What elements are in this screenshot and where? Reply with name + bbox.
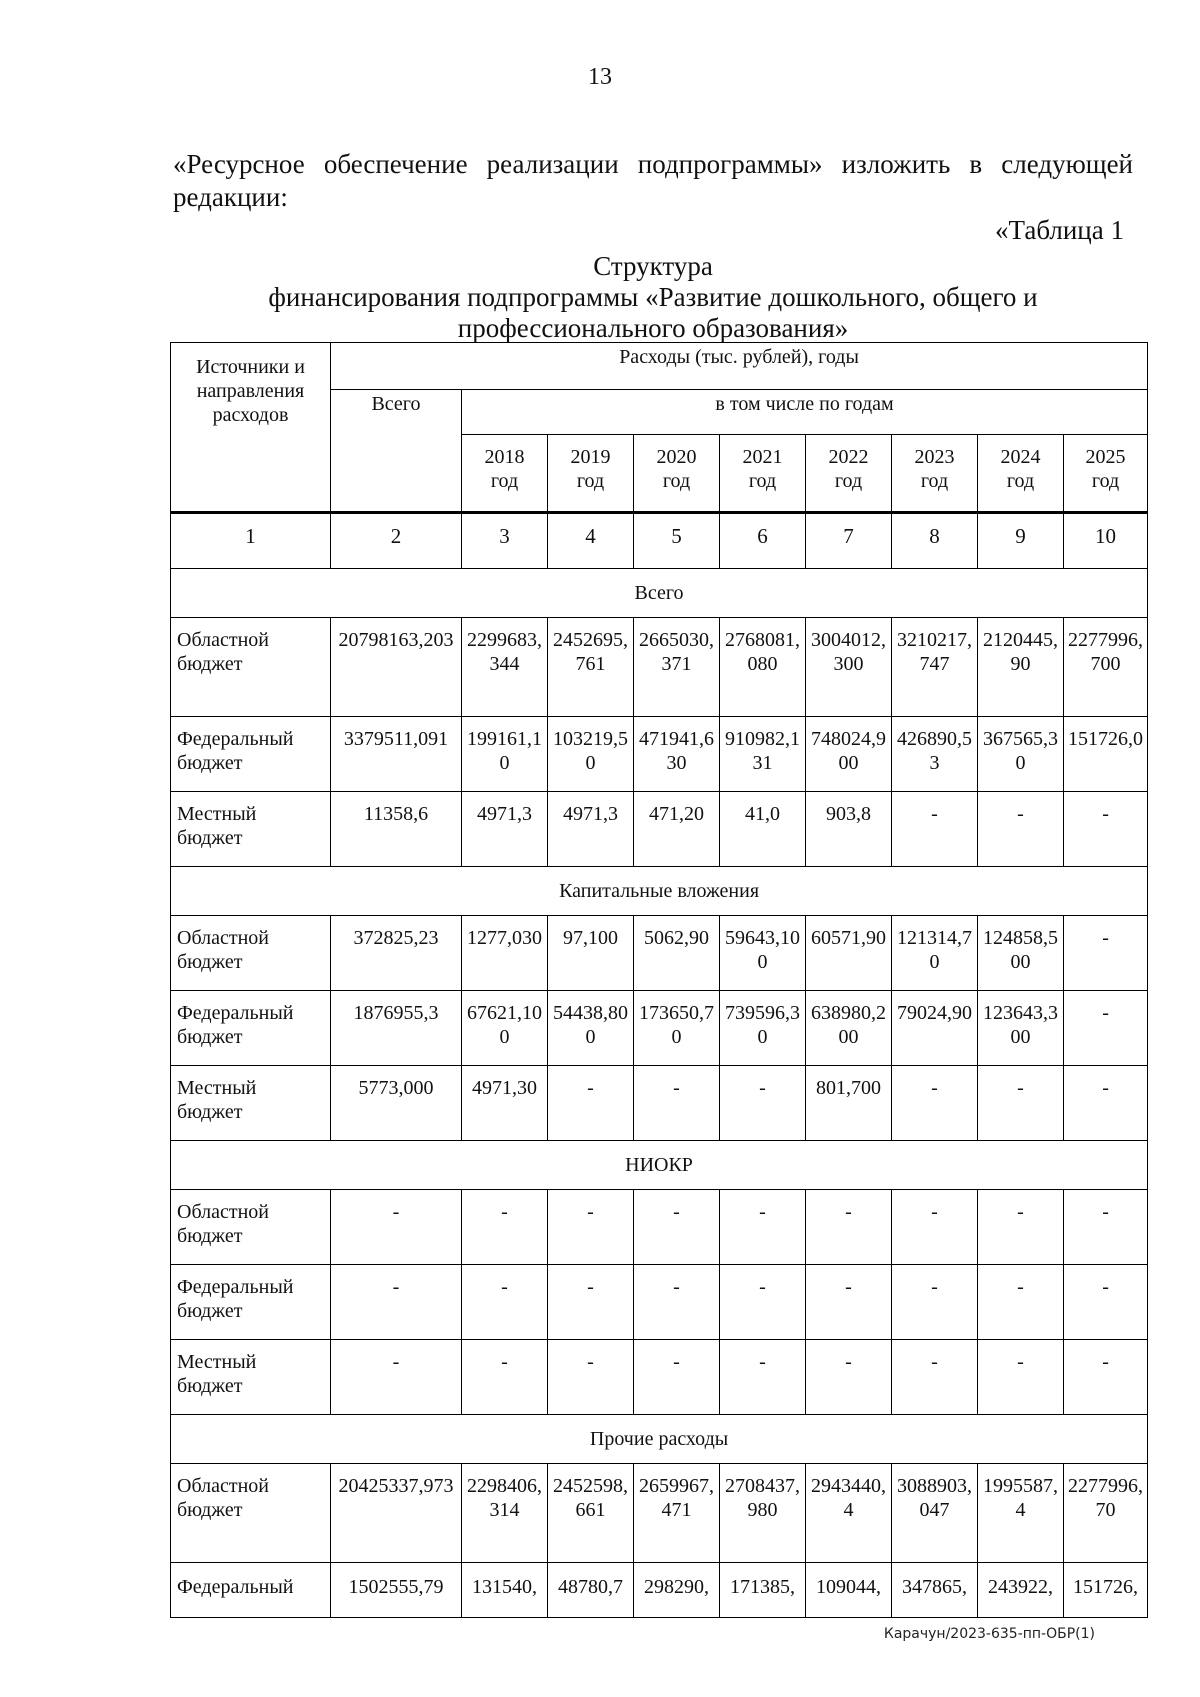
row-source: Местный бюджет — [171, 792, 331, 867]
value-cell: 2299683,344 — [462, 618, 548, 717]
value-cell: - — [892, 1265, 978, 1340]
year-unit: год — [920, 470, 949, 492]
column-number: 7 — [806, 513, 892, 569]
header-by-years: в том числе по годам — [462, 390, 1148, 435]
value-cell: 5062,90 — [634, 916, 720, 991]
value-cell: - — [720, 1066, 806, 1141]
value-cell: 372825,23 — [331, 916, 462, 991]
value-cell: 123643,300 — [978, 991, 1064, 1066]
value-cell: - — [548, 1265, 634, 1340]
value-cell: - — [331, 1190, 462, 1265]
table-label: «Таблица 1 — [995, 215, 1124, 245]
value-cell: - — [978, 1340, 1064, 1415]
header-expenses: Расходы (тыс. рублей), годы — [331, 343, 1148, 390]
section-title-capital: Капитальные вложения — [171, 867, 1148, 916]
table-title-line-2: финансирования подпрограммы «Развитие дошкольного, общего и — [268, 282, 1038, 312]
value-cell: 638980,200 — [806, 991, 892, 1066]
value-cell: 3004012,300 — [806, 618, 892, 717]
value-cell: 739596,30 — [720, 991, 806, 1066]
year-label: 2024 — [1000, 446, 1041, 468]
table-row — [171, 1066, 1148, 1141]
year-label: 2025 — [1085, 446, 1126, 468]
value-cell: 199161,10 — [462, 717, 548, 792]
row-source: Федеральный бюджет — [171, 717, 331, 792]
year-unit: год — [490, 470, 519, 492]
value-cell: - — [892, 792, 978, 867]
value-cell: - — [1064, 1190, 1148, 1265]
column-number: 8 — [892, 513, 978, 569]
table-row — [171, 1265, 1148, 1340]
value-cell: 347865, — [892, 1563, 978, 1618]
value-cell: - — [806, 1265, 892, 1340]
value-cell: - — [1064, 1066, 1148, 1141]
value-cell: 41,0 — [720, 792, 806, 867]
value-cell: 109044, — [806, 1563, 892, 1618]
table-row — [171, 1340, 1148, 1415]
table-row — [171, 1190, 1148, 1265]
document-code: Карачун/2023-635-пп-ОБР(1) — [883, 1626, 1095, 1642]
column-number: 2 — [331, 513, 462, 569]
header-year-cell — [978, 435, 1064, 513]
value-cell: 48780,7 — [548, 1563, 634, 1618]
row-source: Областной бюджет — [171, 916, 331, 991]
table-row — [171, 618, 1148, 717]
value-cell: 60571,90 — [806, 916, 892, 991]
header-year-cell — [720, 435, 806, 513]
value-cell: 903,8 — [806, 792, 892, 867]
value-cell: 2665030,371 — [634, 618, 720, 717]
value-cell: 131540, — [462, 1563, 548, 1618]
value-cell: - — [548, 1066, 634, 1141]
value-cell: 2298406,314 — [462, 1464, 548, 1563]
value-cell: - — [978, 1265, 1064, 1340]
table-row — [171, 916, 1148, 991]
value-cell: 2943440,4 — [806, 1464, 892, 1563]
section-title-total: Всего — [171, 569, 1148, 618]
value-cell: - — [720, 1340, 806, 1415]
value-cell: 151726, — [1064, 1563, 1148, 1618]
value-cell: 67621,100 — [462, 991, 548, 1066]
column-numbers-row — [171, 513, 1148, 569]
table-row — [171, 717, 1148, 792]
year-label: 2021 — [742, 446, 783, 468]
value-cell: 2452695,761 — [548, 618, 634, 717]
header-year-cell — [806, 435, 892, 513]
year-unit: год — [1091, 470, 1120, 492]
section-title-other: Прочие расходы — [171, 1415, 1148, 1464]
value-cell: 426890,53 — [892, 717, 978, 792]
page-number: 13 — [588, 64, 612, 90]
value-cell: 2277996,700 — [1064, 618, 1148, 717]
value-cell: - — [978, 1066, 1064, 1141]
header-year-cell — [892, 435, 978, 513]
header-year-cell — [1064, 435, 1148, 513]
table-row — [171, 1464, 1148, 1563]
value-cell: - — [634, 1340, 720, 1415]
value-cell: 11358,6 — [331, 792, 462, 867]
row-source: Областной бюджет — [171, 1464, 331, 1563]
column-number: 9 — [978, 513, 1064, 569]
value-cell: - — [462, 1340, 548, 1415]
column-number: 5 — [634, 513, 720, 569]
value-cell: - — [331, 1265, 462, 1340]
value-cell: 3379511,091 — [331, 717, 462, 792]
value-cell: 2120445,90 — [978, 618, 1064, 717]
value-cell: 79024,90 — [892, 991, 978, 1066]
value-cell: 1502555,79 — [331, 1563, 462, 1618]
value-cell: 97,100 — [548, 916, 634, 991]
value-cell: - — [331, 1340, 462, 1415]
header-total: Всего — [331, 390, 462, 513]
value-cell: 910982,131 — [720, 717, 806, 792]
header-year-cell — [548, 435, 634, 513]
value-cell: 151726,0 — [1064, 717, 1148, 792]
value-cell: 59643,100 — [720, 916, 806, 991]
value-cell: 173650,70 — [634, 991, 720, 1066]
header-sources: Источники и направления расходов — [171, 343, 331, 513]
financing-table — [170, 342, 1148, 1618]
intro-text: «Ресурсное обеспечение реализации подпрограммы» изложить в следующей редакции: — [173, 149, 1133, 212]
table-title-line-3: профессионального образования» — [457, 313, 849, 343]
value-cell: 2452598,661 — [548, 1464, 634, 1563]
value-cell: 2768081,080 — [720, 618, 806, 717]
value-cell: - — [892, 1066, 978, 1141]
value-cell: - — [1064, 1340, 1148, 1415]
value-cell: - — [720, 1190, 806, 1265]
value-cell: - — [462, 1265, 548, 1340]
year-label: 2022 — [828, 446, 869, 468]
value-cell: - — [892, 1190, 978, 1265]
year-label: 2019 — [570, 446, 611, 468]
row-source: Федеральный — [171, 1563, 331, 1618]
row-source: Местный бюджет — [171, 1340, 331, 1415]
year-unit: год — [662, 470, 691, 492]
value-cell: 4971,30 — [462, 1066, 548, 1141]
value-cell: 1277,030 — [462, 916, 548, 991]
year-unit: год — [834, 470, 863, 492]
value-cell: - — [806, 1340, 892, 1415]
column-number: 3 — [462, 513, 548, 569]
section-title-rnd: НИОКР — [171, 1141, 1148, 1190]
value-cell: 103219,50 — [548, 717, 634, 792]
value-cell: 4971,3 — [548, 792, 634, 867]
row-source: Областной бюджет — [171, 1190, 331, 1265]
value-cell: - — [1064, 792, 1148, 867]
table-row — [171, 1563, 1148, 1618]
value-cell: - — [720, 1265, 806, 1340]
value-cell: 54438,800 — [548, 991, 634, 1066]
header-year-cell — [462, 435, 548, 513]
year-label: 2018 — [484, 446, 525, 468]
column-number: 6 — [720, 513, 806, 569]
table-row — [171, 792, 1148, 867]
table-title-line-1: Структура — [593, 251, 713, 281]
value-cell: 367565,30 — [978, 717, 1064, 792]
row-source: Областной бюджет — [171, 618, 331, 717]
value-cell: - — [1064, 991, 1148, 1066]
year-unit: год — [748, 470, 777, 492]
value-cell: 801,700 — [806, 1066, 892, 1141]
value-cell: 20425337,973 — [331, 1464, 462, 1563]
column-number: 4 — [548, 513, 634, 569]
row-source: Федеральный бюджет — [171, 1265, 331, 1340]
value-cell: - — [978, 1190, 1064, 1265]
value-cell: - — [1064, 1265, 1148, 1340]
value-cell: 471941,630 — [634, 717, 720, 792]
value-cell: 121314,70 — [892, 916, 978, 991]
value-cell: - — [462, 1190, 548, 1265]
column-number: 10 — [1064, 513, 1148, 569]
table-title — [173, 251, 1133, 344]
value-cell: 243922, — [978, 1563, 1064, 1618]
value-cell: - — [1064, 916, 1148, 991]
value-cell: - — [634, 1190, 720, 1265]
value-cell: - — [634, 1265, 720, 1340]
year-label: 2023 — [914, 446, 955, 468]
value-cell: - — [548, 1190, 634, 1265]
value-cell: 171385, — [720, 1563, 806, 1618]
year-label: 2020 — [656, 446, 697, 468]
value-cell: - — [634, 1066, 720, 1141]
value-cell: 1995587,4 — [978, 1464, 1064, 1563]
value-cell: 124858,500 — [978, 916, 1064, 991]
value-cell: - — [978, 792, 1064, 867]
value-cell: 2659967,471 — [634, 1464, 720, 1563]
value-cell: 298290, — [634, 1563, 720, 1618]
value-cell: 4971,3 — [462, 792, 548, 867]
value-cell: 2277996,70 — [1064, 1464, 1148, 1563]
year-unit: год — [576, 470, 605, 492]
row-source: Федеральный бюджет — [171, 991, 331, 1066]
value-cell: 471,20 — [634, 792, 720, 867]
value-cell: 5773,000 — [331, 1066, 462, 1141]
value-cell: - — [892, 1340, 978, 1415]
value-cell: 2708437,980 — [720, 1464, 806, 1563]
value-cell: 20798163,203 — [331, 618, 462, 717]
header-year-cell — [634, 435, 720, 513]
row-source: Местный бюджет — [171, 1066, 331, 1141]
value-cell: 3210217,747 — [892, 618, 978, 717]
year-unit: год — [1006, 470, 1035, 492]
table-row — [171, 991, 1148, 1066]
value-cell: 1876955,3 — [331, 991, 462, 1066]
value-cell: 3088903,047 — [892, 1464, 978, 1563]
value-cell: 748024,900 — [806, 717, 892, 792]
value-cell: - — [806, 1190, 892, 1265]
column-number: 1 — [171, 513, 331, 569]
value-cell: - — [548, 1340, 634, 1415]
